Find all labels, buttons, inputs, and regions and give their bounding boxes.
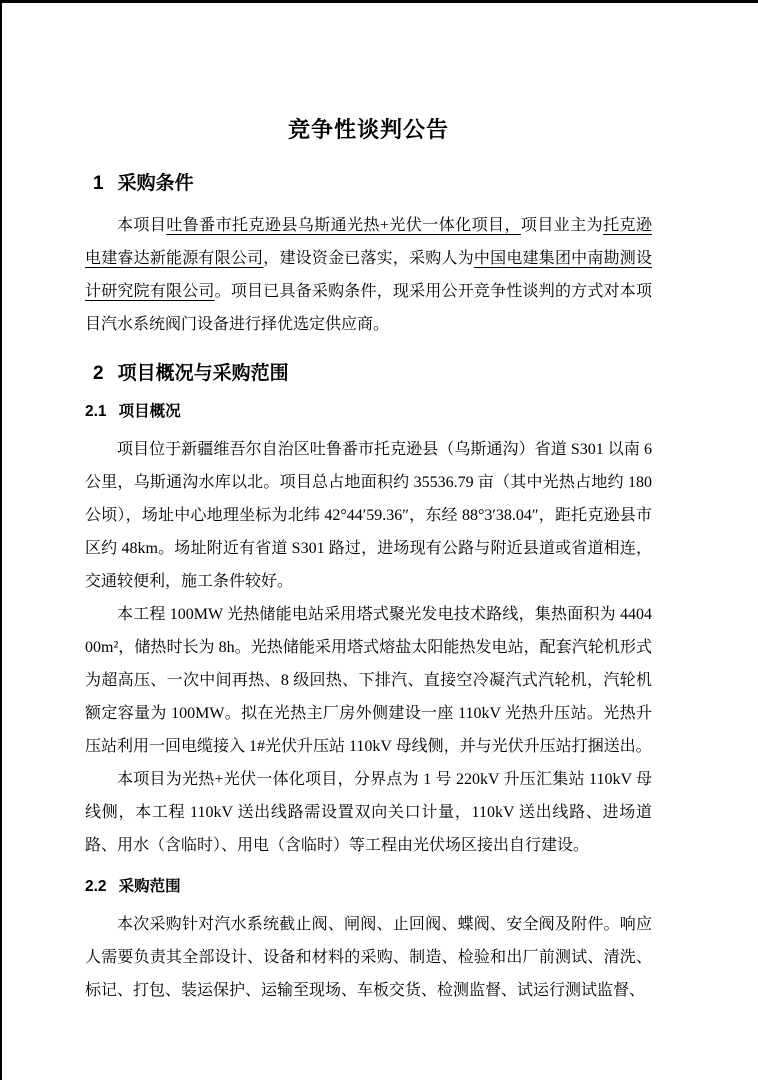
- text-run: 本项目: [117, 217, 167, 234]
- section-2-title: 项目概况与采购范围: [117, 363, 289, 384]
- text-run: 项目业主为: [520, 217, 604, 234]
- section-2-2-title: 采购范围: [118, 878, 181, 895]
- underlined-purchaser-name: 中国电建集团中南勘测设计研究院有限公司: [85, 250, 652, 300]
- text-run: 。项目已具备采购条件，现采用公开竞争性谈判的方式对本项目汽水系统阀门设备进行择优选定供应商。: [85, 283, 652, 333]
- section-2-2-number: 2.2: [85, 878, 107, 895]
- underlined-owner-name: 托克逊电建睿达新能源有限公司: [85, 217, 652, 267]
- section-1-heading: [93, 171, 652, 197]
- underlined-project-name: 吐鲁番市托克逊县乌斯通光热+光伏一体化项目，: [166, 217, 521, 234]
- section-1-paragraph: [85, 209, 652, 341]
- section-1-title: 采购条件: [117, 173, 194, 194]
- project-boundary-paragraph: 本项目为光热+光伏一体化项目，分界点为 1 号 220kV 升压汇集站 110kV 母线侧，本工程 110kV 送出线路需设置双向关口计量，110kV 送出线路、进场道路、用水（含临时）、用电（含临时）等工程由光伏场区接出自行建设。: [85, 771, 652, 854]
- section-2-heading: [93, 361, 652, 387]
- section-2-number: 2: [93, 363, 104, 384]
- section-2-1-title: 项目概况: [118, 403, 181, 420]
- project-technical-paragraph: 本工程 100MW 光热储能电站采用塔式聚光发电技术路线，集热面积为 440400m²，储热时长为 8h。光热储能采用塔式熔盐太阳能热发电站，配套汽轮机形式为超高压、一次中间再热、8 级回热、下排汽、直接空冷凝汽式汽轮机，汽轮机额定容量为 100MW。拟在光热主厂房外侧建设一座 110kV 光热升压站。光热升压站利用一回电缆接入 1#光伏升压站 110kV 母线侧，并与光伏升压站打捆送出。: [85, 606, 652, 755]
- section-2-1-number: 2.1: [85, 403, 107, 420]
- text-run: ，建设资金已落实，采购人为: [263, 250, 474, 267]
- section-2-2-heading: [85, 876, 652, 898]
- procurement-scope-paragraph: 本次采购针对汽水系统截止阀、闸阀、止回阀、蝶阀、安全阀及附件。响应人需要负责其全部设计、设备和材料的采购、制造、检验和出厂前测试、清洗、标记、打包、装运保护、运输至现场、车板交货、检测监督、试运行测试监督、: [85, 916, 652, 999]
- project-location-paragraph: 项目位于新疆维吾尔自治区吐鲁番市托克逊县（乌斯通沟）省道 S301 以南 6 公里，乌斯通沟水库以北。项目总占地面积约 35536.79 亩（其中光热占地约 180 公顷），场址中心地理坐标为北纬 42°44′59.36″，东经 88°3′38.04″，距托克逊县市区约 48km。场址附近有省道 S301 路过，进场现有公路与附近县道或省道相连，交通较便利，施工条件较好。: [85, 441, 652, 590]
- section-1-number: 1: [93, 173, 104, 194]
- page-title: 竞争性谈判公告: [287, 117, 449, 142]
- section-2-1-heading: [85, 401, 652, 423]
